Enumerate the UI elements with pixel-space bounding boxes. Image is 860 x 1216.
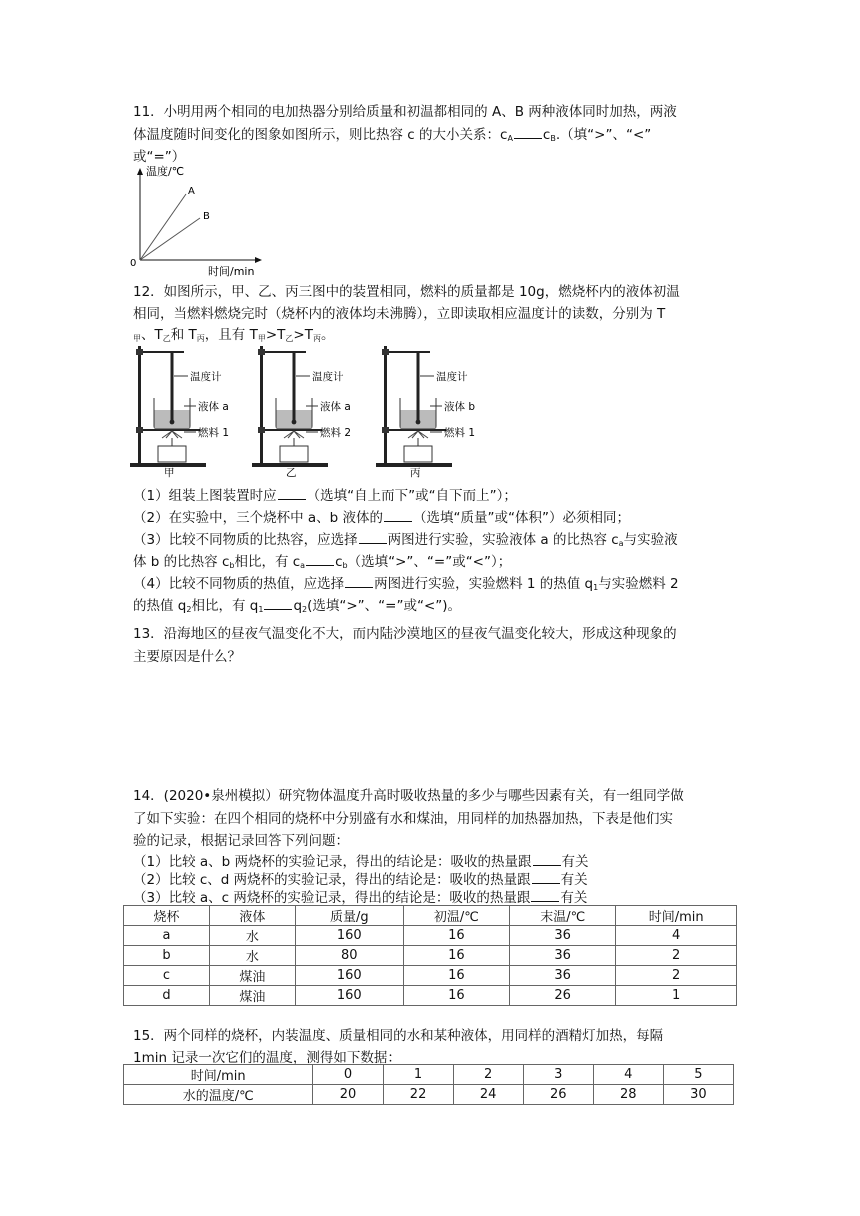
q12-line3: $_甲$、$T_乙$和 $T_丙$，且有 $T_甲>T_乙>T_丙$。 xyxy=(133,327,335,343)
q12-s1: （1）组装上图装置时应 （选填“自上而下”或“自下而上”）； xyxy=(133,488,517,504)
q12-line2: 相同，当燃料燃烧完时（烧杯内的液体均未沸腾），立即读取相应温度计的读数，分别为 T xyxy=(133,306,666,322)
table-header: 质量/g xyxy=(295,906,403,926)
temperature-time-graph xyxy=(128,164,268,280)
table-cell: b xyxy=(124,946,210,966)
apparatus-figure xyxy=(374,340,490,480)
table-cell: 5 xyxy=(663,1065,733,1085)
table-cell: 时间/min xyxy=(124,1065,313,1085)
table-cell: 80 xyxy=(295,946,403,966)
answer-blank[interactable] xyxy=(531,889,559,902)
q13-line2: 主要原因是什么？ xyxy=(133,649,241,665)
table-row xyxy=(124,946,737,966)
q14-line2: 了如下实验：在四个相同的烧杯中分别盛有水和煤油，用同样的加热器加热，下表是他们实 xyxy=(133,811,673,827)
table-header: 末温/℃ xyxy=(510,906,616,926)
answer-blank[interactable] xyxy=(359,531,387,544)
table-header: 时间/min xyxy=(616,906,737,926)
table-cell: 煤油 xyxy=(209,986,295,1006)
liquid-label: 液体 a xyxy=(198,401,229,413)
q15-line2: 1min 记录一次它们的温度，测得如下数据： xyxy=(133,1050,401,1066)
table-cell: d xyxy=(124,986,210,1006)
answer-blank[interactable] xyxy=(264,597,292,610)
figure-caption: 乙 xyxy=(286,467,297,479)
q15-line1: 15．两个同样的烧杯，内装温度、质量相同的水和某种液体，用同样的酒精灯加热，每隔 xyxy=(133,1028,664,1044)
table-cell: 2 xyxy=(453,1065,523,1085)
apparatus-figure xyxy=(250,340,366,480)
table-row xyxy=(124,1065,734,1085)
table-header: 液体 xyxy=(209,906,295,926)
table-cell: 4 xyxy=(616,926,737,946)
table-row xyxy=(124,1085,734,1105)
apparatus-figure xyxy=(128,340,244,480)
table-cell: 3 xyxy=(523,1065,593,1085)
table-cell: 16 xyxy=(403,986,509,1006)
answer-blank[interactable] xyxy=(345,575,373,588)
table-cell: 20 xyxy=(313,1085,383,1105)
q12-s3: （3）比较不同物质的比热容，应选择 两图进行实验，实验液体 a 的比热容 $c_a$与实验液 xyxy=(133,532,678,548)
table-header: 初温/℃ xyxy=(403,906,509,926)
q12-s2: （2）在实验中，三个烧杯中 a、b 液体的 （选填“质量”或“体积”）必须相同； xyxy=(133,510,630,526)
q11-line3: 或“=”） xyxy=(133,149,186,165)
q11-line1: 11．小明用两个相同的电加热器分别给质量和初温都相同的 A、B 两种液体同时加热，两液 xyxy=(133,104,677,120)
table-cell: 36 xyxy=(510,926,616,946)
q14-line3: 验的记录，根据记录回答下列问题： xyxy=(133,833,349,849)
line-b-label: B xyxy=(203,211,210,222)
table-cell: 水 xyxy=(209,946,295,966)
q14-c3: （3）比较 a、c 两烧杯的实验记录，得出的结论是：吸收的热量跟 有关 xyxy=(133,890,588,906)
q14-c1: （1）比较 a、b 两烧杯的实验记录，得出的结论是：吸收的热量跟 有关 xyxy=(133,854,589,870)
table-cell: 160 xyxy=(295,926,403,946)
table-cell: 26 xyxy=(510,986,616,1006)
table-cell: 160 xyxy=(295,986,403,1006)
table-cell: 16 xyxy=(403,966,509,986)
table-cell: 水 xyxy=(209,926,295,946)
table-cell: 30 xyxy=(663,1085,733,1105)
table-cell: c xyxy=(124,966,210,986)
answer-blank[interactable] xyxy=(384,509,412,522)
answer-blank[interactable] xyxy=(533,853,561,866)
table-row xyxy=(124,966,737,986)
answer-blank[interactable] xyxy=(306,553,334,566)
table-cell: 16 xyxy=(403,926,509,946)
fuel-label: 燃料 1 xyxy=(444,427,476,439)
table-cell: 22 xyxy=(383,1085,453,1105)
table-cell: 36 xyxy=(510,946,616,966)
fuel-label: 燃料 1 xyxy=(198,427,230,439)
x-axis-label: 时间/min xyxy=(208,265,255,278)
answer-blank[interactable] xyxy=(278,487,306,500)
answer-blank[interactable] xyxy=(532,871,560,884)
q15-table xyxy=(123,1064,734,1105)
line-a-label: A xyxy=(188,186,195,197)
table-cell: 26 xyxy=(523,1085,593,1105)
table-row xyxy=(124,986,737,1006)
table-cell: 1 xyxy=(616,986,737,1006)
liquid-label: 液体 a xyxy=(320,401,351,413)
table-cell: 1 xyxy=(383,1065,453,1085)
table-cell: 16 xyxy=(403,946,509,966)
thermometer-label: 温度计 xyxy=(190,371,222,383)
q14-c2: （2）比较 c、d 两烧杯的实验记录，得出的结论是：吸收的热量跟 有关 xyxy=(133,872,588,888)
answer-blank[interactable] xyxy=(514,126,542,139)
figure-caption: 甲 xyxy=(164,467,175,479)
origin-label: 0 xyxy=(130,258,137,269)
q14-line1: 14．(2020•泉州模拟）研究物体温度升高时吸收热量的多少与哪些因素有关，有一组同学做 xyxy=(133,788,684,804)
figure-caption: 丙 xyxy=(410,467,421,479)
table-cell: 28 xyxy=(593,1085,663,1105)
q11-line2: 体温度随时间变化的图象如图所示，则比热容 c 的大小关系：$c_A$ $c_B$.（填“>”、“<” xyxy=(133,127,652,143)
fuel-label: 燃料 2 xyxy=(320,427,352,439)
table-cell: 36 xyxy=(510,966,616,986)
q12-s4: （4）比较不同物质的热值，应选择 两图进行实验，实验燃料 1 的热值 $q_1$与实验燃料 2 xyxy=(133,576,679,592)
q12-line1: 12．如图所示，甲、乙、丙三图中的装置相同，燃料的质量都是 10g，燃烧杯内的液体初温 xyxy=(133,284,680,300)
table-cell: 160 xyxy=(295,966,403,986)
table-cell: 水的温度/℃ xyxy=(124,1085,313,1105)
y-axis-label: 温度/℃ xyxy=(146,165,185,178)
q14-table xyxy=(123,905,737,1006)
table-cell: 2 xyxy=(616,966,737,986)
liquid-label: 液体 b xyxy=(444,401,476,413)
q12-s4-cont: 的热值 $q_2$相比，有 $q_1$ $q_2$(选填“>”、“=”或“<”)。 xyxy=(133,598,462,614)
table-cell: a xyxy=(124,926,210,946)
table-header: 烧杯 xyxy=(124,906,210,926)
thermometer-label: 温度计 xyxy=(312,371,344,383)
q12-s3-cont: 体 b 的比热容 $c_b$相比，有 $c_a$ $c_b$（选填“>”、“=”或“<”）； xyxy=(133,554,512,570)
table-cell: 24 xyxy=(453,1085,523,1105)
table-cell: 2 xyxy=(616,946,737,966)
thermometer-label: 温度计 xyxy=(436,371,468,383)
table-cell: 0 xyxy=(313,1065,383,1085)
q13-line1: 13．沿海地区的昼夜气温变化不大，而内陆沙漠地区的昼夜气温变化较大，形成这种现象的 xyxy=(133,626,677,642)
table-cell: 4 xyxy=(593,1065,663,1085)
table-cell: 煤油 xyxy=(209,966,295,986)
table-row xyxy=(124,926,737,946)
